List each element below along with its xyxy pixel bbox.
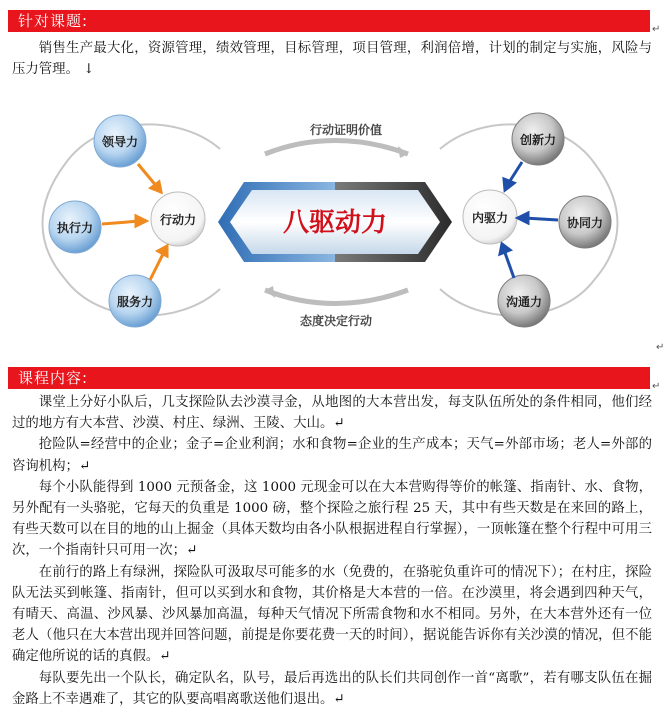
node-inner-drive-hub	[463, 190, 517, 244]
center-label: 八驱动力	[282, 208, 388, 238]
topic-paragraph	[12, 38, 652, 80]
content-paragraph-1: 课堂上分好小队后，几支探险队去沙漠寻金，从地图的大本营出发，每支队伍所处的条件相同，他们经过的地方有大本营、沙漠、村庄、绿洲、王陵、大山。↵	[12, 395, 652, 432]
node-synergy	[559, 196, 611, 248]
node-service	[109, 275, 161, 327]
node-innovation	[512, 113, 564, 165]
node-communication-label: 沟通力	[505, 295, 543, 309]
node-synergy-label: 协同力	[566, 216, 604, 230]
content-body	[12, 392, 652, 710]
content-title: 课程内容:	[18, 369, 89, 387]
content-paragraph-5: 每队要先出一个队长，确定队名，队号，最后再选出的队长们共同创作一首“离歌”，若有哪支队伍在掘金路上不幸遇难了，其它的队要高唱离歌送他们退出。↵	[12, 670, 652, 707]
return-mark-2: ↵	[656, 342, 665, 353]
topic-text: 销售生产最大化，资源管理，绩效管理，目标管理，项目管理，利润倍增，计划的制定与实施，风险与压力管理。 ↓	[12, 41, 652, 78]
node-service-label: 服务力	[116, 295, 154, 309]
node-execution	[49, 201, 101, 253]
content-paragraph-4: 在前行的路上有绿洲，探险队可汲取尽可能多的水（免费的，在骆驼负重许可的情况下）；在村庄，探险队无法买到帐篷、指南针，但可以买到水和食物，其价格是大本营的一倍。在沙漠里，将会遇到四种天气，有晴天、高温、沙风暴、沙风暴加高温，每种天气情况下所需食物和水不相同。另外，在大本营外还有一位老人（他只在大本营出现并回答问题，前提是你要花费一天的时间），据说能告诉你有关沙漠的情况，但不能确定他所说的话的真假。↵	[12, 564, 652, 665]
bottom-caption: 态度决定行动	[300, 314, 373, 328]
node-leadership	[94, 115, 146, 167]
topic-title: 针对课题:	[18, 12, 89, 30]
top-caption: 行动证明价值	[310, 123, 383, 137]
node-innovation-label: 创新力	[519, 133, 557, 147]
return-mark: ↵	[652, 24, 661, 35]
node-communication	[498, 275, 550, 327]
node-action-hub-label: 行动力	[159, 213, 197, 227]
topic-header	[8, 10, 650, 32]
node-execution-label: 执行力	[56, 221, 94, 235]
node-action-hub	[151, 192, 205, 246]
bottom-arc	[265, 290, 408, 304]
content-paragraph-2: 抢险队=经营中的企业；金子=企业利润；水和食物=企业的生产成本；天气=外部市场；老人=外部的咨询机构；↵	[12, 437, 652, 474]
top-arc	[265, 141, 408, 155]
eight-drives-diagram	[30, 104, 640, 339]
content-paragraph-3: 每个小队能得到 1000 元预备金，这 1000 元现金可以在大本营购得等价的帐篷、指南针、水、食物，另外配有一头骆驼，它每天的负重是 1000 磅，整个探险之旅行程 25 天，其中有些天数是在来回的路上，有些天数可以在目的地的山上掘金（具体天数均由各小队根据进程自行掌握），一顶帐篷在整个行程中可用三次，一个指南针只可用一次；↵	[12, 479, 652, 559]
return-mark-3: ↵	[652, 381, 661, 392]
content-header	[8, 367, 650, 389]
node-inner-drive-hub-label: 内驱力	[471, 211, 509, 225]
node-leadership-label: 领导力	[101, 135, 139, 149]
